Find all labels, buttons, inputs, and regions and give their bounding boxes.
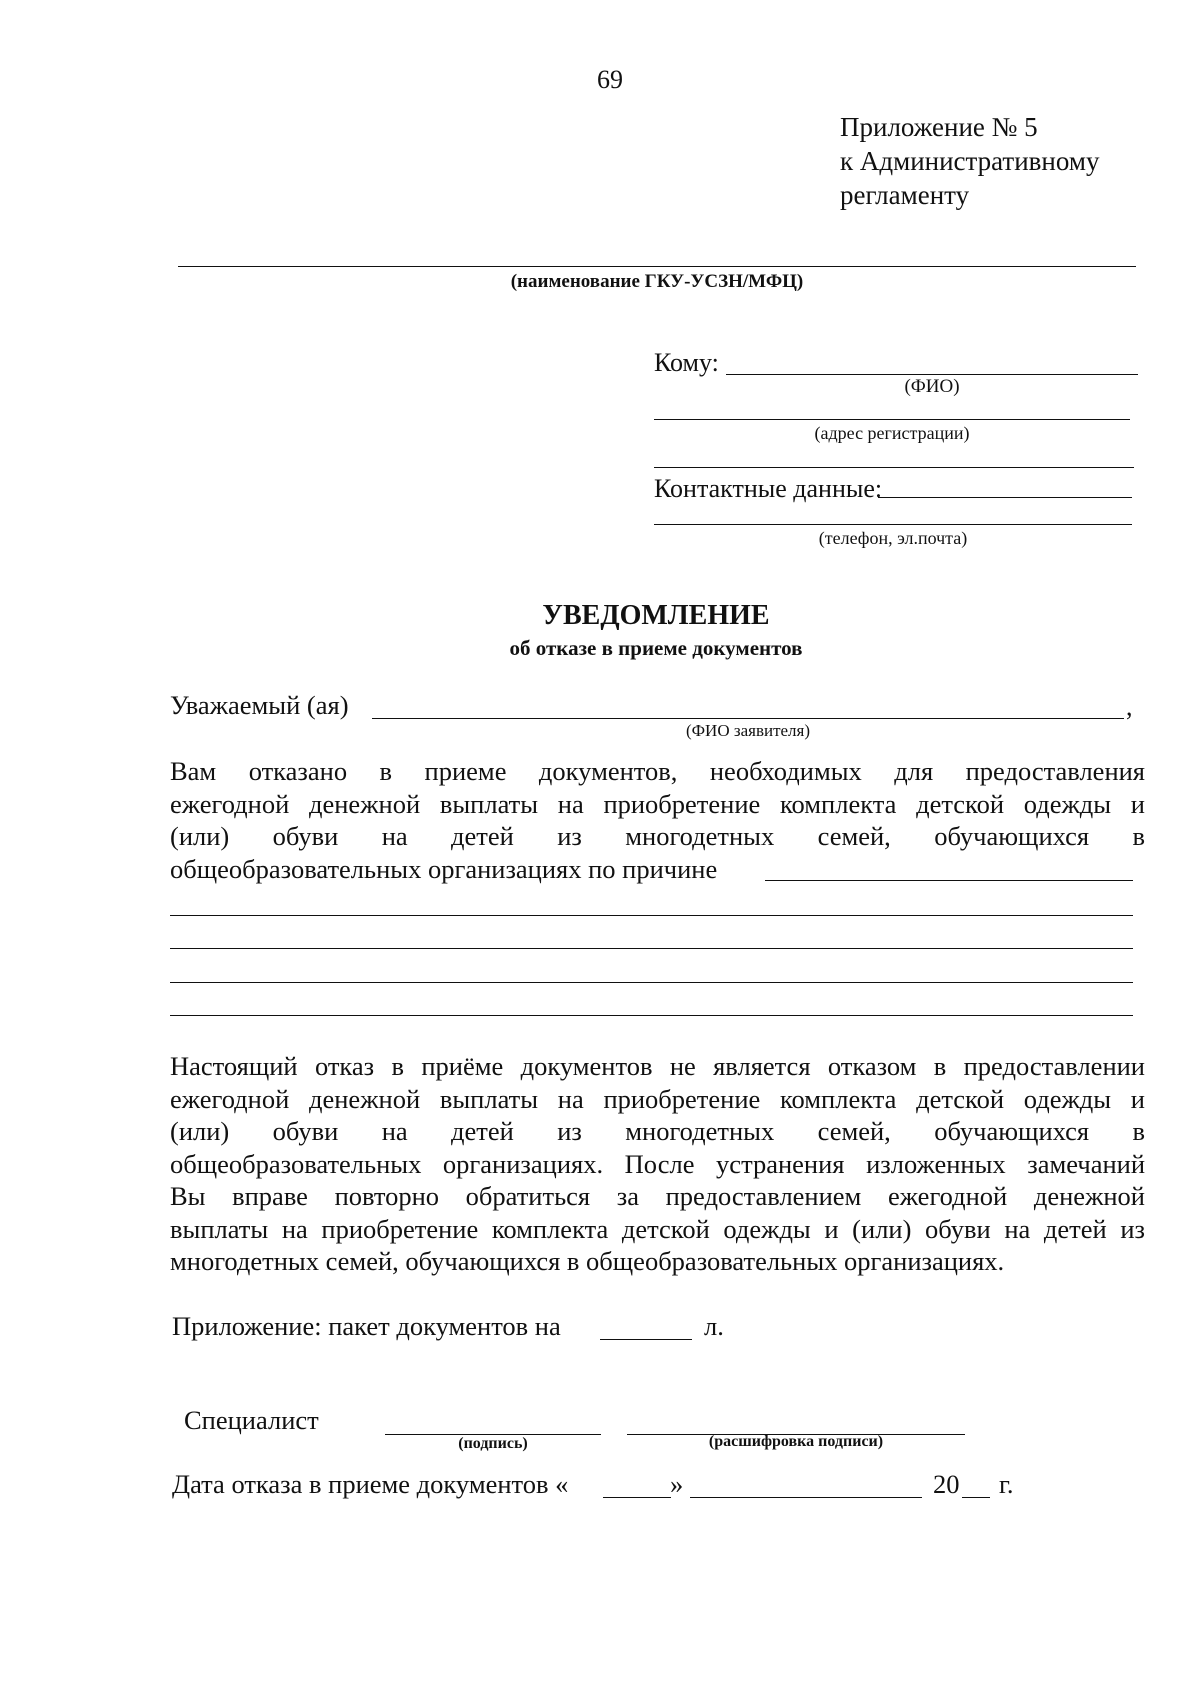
org-name-line[interactable] [178,266,1136,267]
org-name-caption: (наименование ГКУ-УСЗН/МФЦ) [510,271,804,292]
applicant-fio-caption: (ФИО заявителя) [685,721,811,740]
paragraph-2-line-5: Вы вправе повторно обратиться за предоставлением ежегодной денежной [170,1181,1145,1211]
contacts-line[interactable] [878,497,1132,498]
notice-paragraph [170,1050,1145,1278]
appendix-block [840,110,1099,212]
paragraph-1-line-3: (или) обуви на детей из многодетных семей, обучающихся в [170,821,1145,851]
document-title: УВЕДОМЛЕНИЕ [542,600,770,631]
contacts-caption: (телефон, эл.почта) [818,528,968,548]
specialist-label: Специалист [184,1405,319,1435]
applicant-fio-line[interactable] [372,718,1124,719]
attachment-pages-line[interactable] [600,1339,692,1340]
address-caption: (адрес регистрации) [814,423,970,443]
paragraph-2-line-7: многодетных семей, обучающихся в общеобразовательных организациях. [170,1246,1005,1276]
document-subtitle: об отказе в приеме документов [509,636,803,660]
page-number: 69 [597,65,623,94]
date-label: Дата отказа в приеме документов « [172,1469,569,1499]
fio-caption: (ФИО) [904,376,960,397]
signature-caption: (подпись) [458,1435,528,1452]
signature-decode-caption: (расшифровка подписи) [708,1433,884,1450]
appendix-line-1: Приложение № 5 [840,112,1038,142]
paragraph-1-line-1: Вам отказано в приеме документов, необходимых для предоставления [170,756,1145,786]
date-month-line[interactable] [690,1497,922,1498]
paragraph-2-line-4: общеобразовательных организациях. После устранения изложенных замечаний [170,1148,1145,1179]
greeting-label: Уважаемый (ая) [170,690,349,720]
reason-line-3[interactable] [170,948,1133,949]
address-line-2[interactable] [654,467,1134,468]
paragraph-1-line-2: ежегодной денежной выплаты на приобретение комплекта детской одежды и [170,788,1145,819]
paragraph-2-line-6: выплаты на приобретение комплекта детской одежды и (или) обуви на детей из [170,1213,1145,1244]
attachment-label: Приложение: пакет документов на [172,1311,561,1341]
paragraph-1-line-4: общеобразовательных организациях по причине [170,853,718,884]
address-line[interactable] [654,419,1130,420]
paragraph-2-line-2: ежегодной денежной выплаты на приобретение комплекта детской одежды и [170,1083,1145,1114]
date-year-line[interactable] [962,1497,990,1498]
appendix-line-2: к Административному [840,146,1100,176]
date-year-suffix: г. [999,1469,1014,1499]
date-close-quote: » [670,1469,684,1499]
reason-line-1[interactable] [765,880,1133,881]
reason-line-4[interactable] [170,982,1133,983]
refusal-paragraph [170,755,1145,885]
date-day-line[interactable] [603,1497,671,1498]
appendix-line-3: регламенту [840,180,970,210]
paragraph-2-line-1: Настоящий отказ в приёме документов не является отказом в предоставлении [170,1051,1145,1081]
to-fio-line[interactable] [726,374,1138,375]
contacts-label: Контактные данные: [654,474,883,503]
to-label: Кому: [654,348,719,377]
date-year-prefix: 20 [933,1469,960,1499]
attachment-suffix: л. [704,1311,724,1341]
greeting-comma: , [1126,692,1133,721]
paragraph-2-line-3: (или) обуви на детей из многодетных семей, обучающихся в [170,1116,1145,1146]
reason-line-2[interactable] [170,915,1133,916]
reason-line-5[interactable] [170,1015,1133,1016]
contacts-line-2[interactable] [654,524,1132,525]
